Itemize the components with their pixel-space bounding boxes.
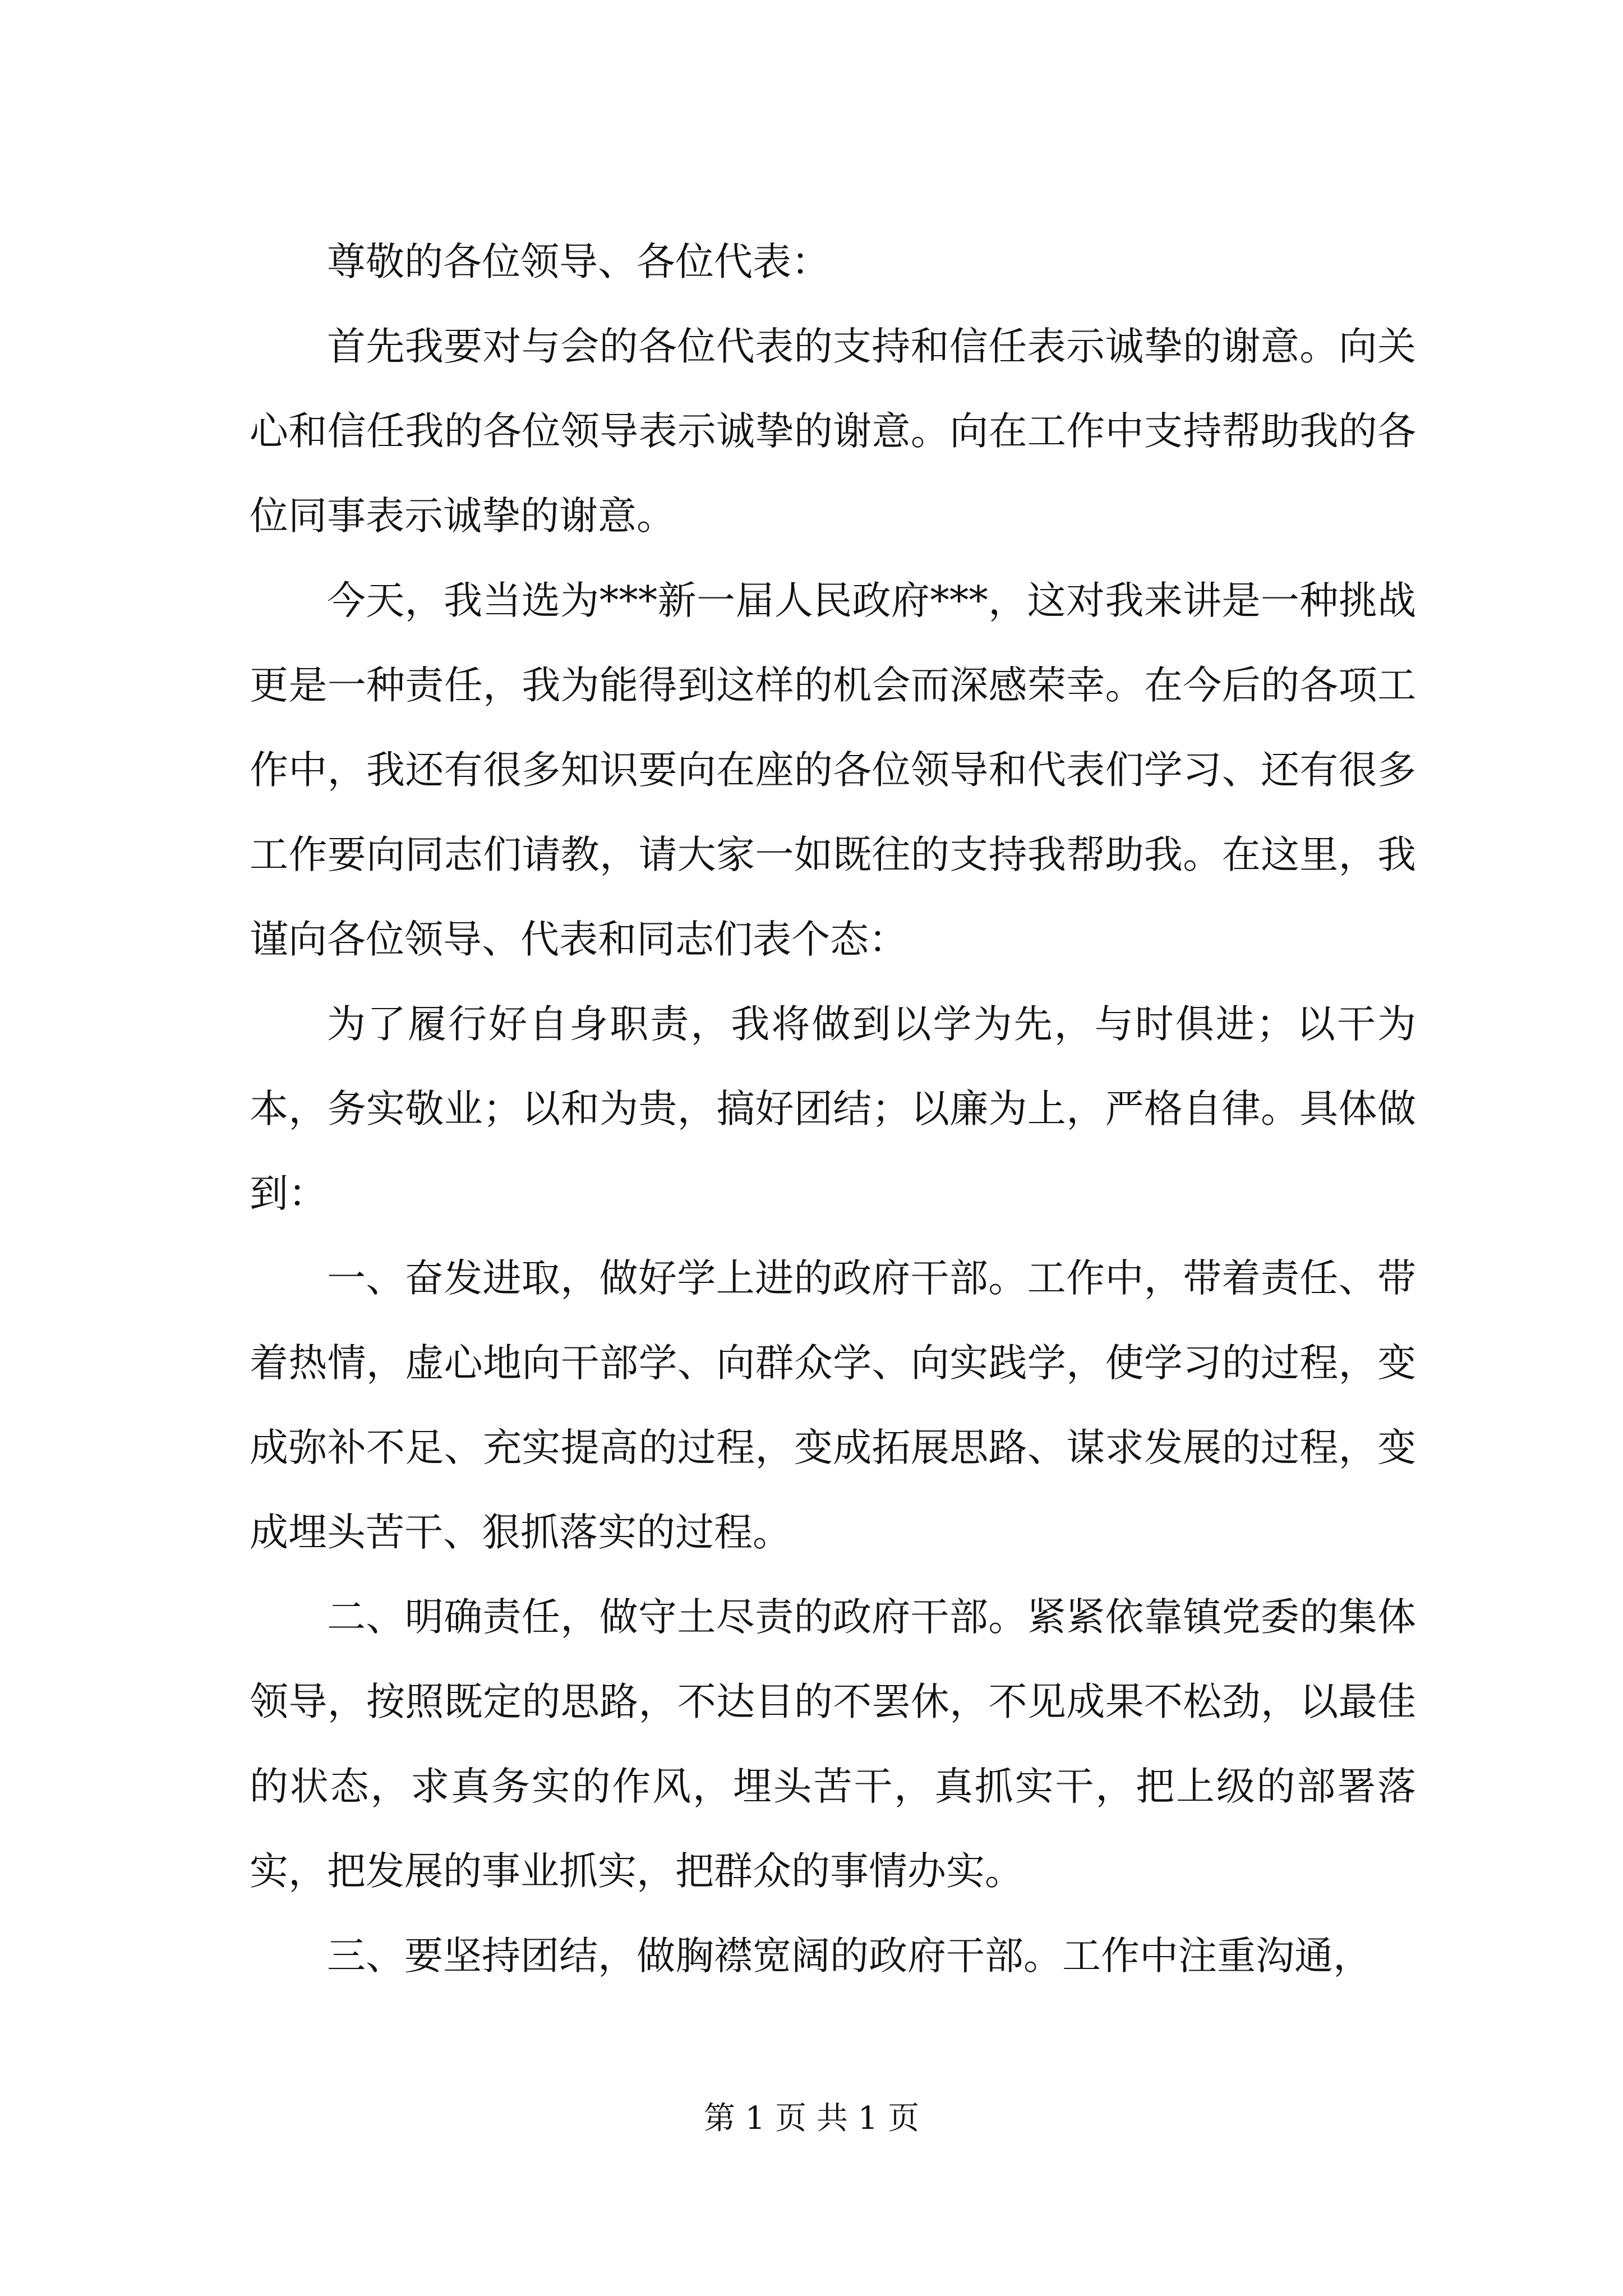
document-body [250, 220, 1416, 1999]
paragraph-duties: 为了履行好自身职责，我将做到以学为先，与时俱进；以干为本，务实敬业；以和为贵，搞好团结；以廉为上，严格自律。具体做到： [250, 1002, 1416, 1216]
paragraph-point-one: 一、奋发进取，做好学上进的政府干部。工作中，带着责任、带着热情，虚心地向干部学、向群众学、向实践学，使学习的过程，变成弥补不足、充实提高的过程，变成拓展思路、谋求发展的过程，变成埋头苦干、狠抓落实的过程。 [250, 1256, 1416, 1555]
paragraph-point-two: 二、明确责任，做守土尽责的政府干部。紧紧依靠镇党委的集体领导，按照既定的思路，不达目的不罢休，不见成果不松劲，以最佳的状态，求真务实的作风，埋头苦干，真抓实干，把上级的部署落实，把发展的事业抓实，把群众的事情办实。 [250, 1595, 1416, 1894]
salutation: 尊敬的各位领导、各位代表： [327, 240, 830, 284]
page-footer: 第 1 页 共 1 页 [703, 2100, 920, 2137]
paragraph-thanks: 首先我要对与会的各位代表的支持和信任表示诚挚的谢意。向关心和信任我的各位领导表示诚挚的谢意。向在工作中支持帮助我的各位同事表示诚挚的谢意。 [250, 324, 1416, 539]
paragraph-point-three: 三、要坚持团结，做胸襟宽阔的政府干部。工作中注重沟通， [327, 1934, 1372, 1978]
paragraph-election: 今天，我当选为***新一届人民政府***，这对我来讲是一种挑战更是一种责任，我为能得到这样的机会而深感荣幸。在今后的各项工作中，我还有很多知识要向在座的各位领导和代表们学习、还有很多工作要向同志们请教，请大家一如既往的支持我帮助我。在这里，我谨向各位领导、代表和同志们表个态： [250, 578, 1416, 962]
